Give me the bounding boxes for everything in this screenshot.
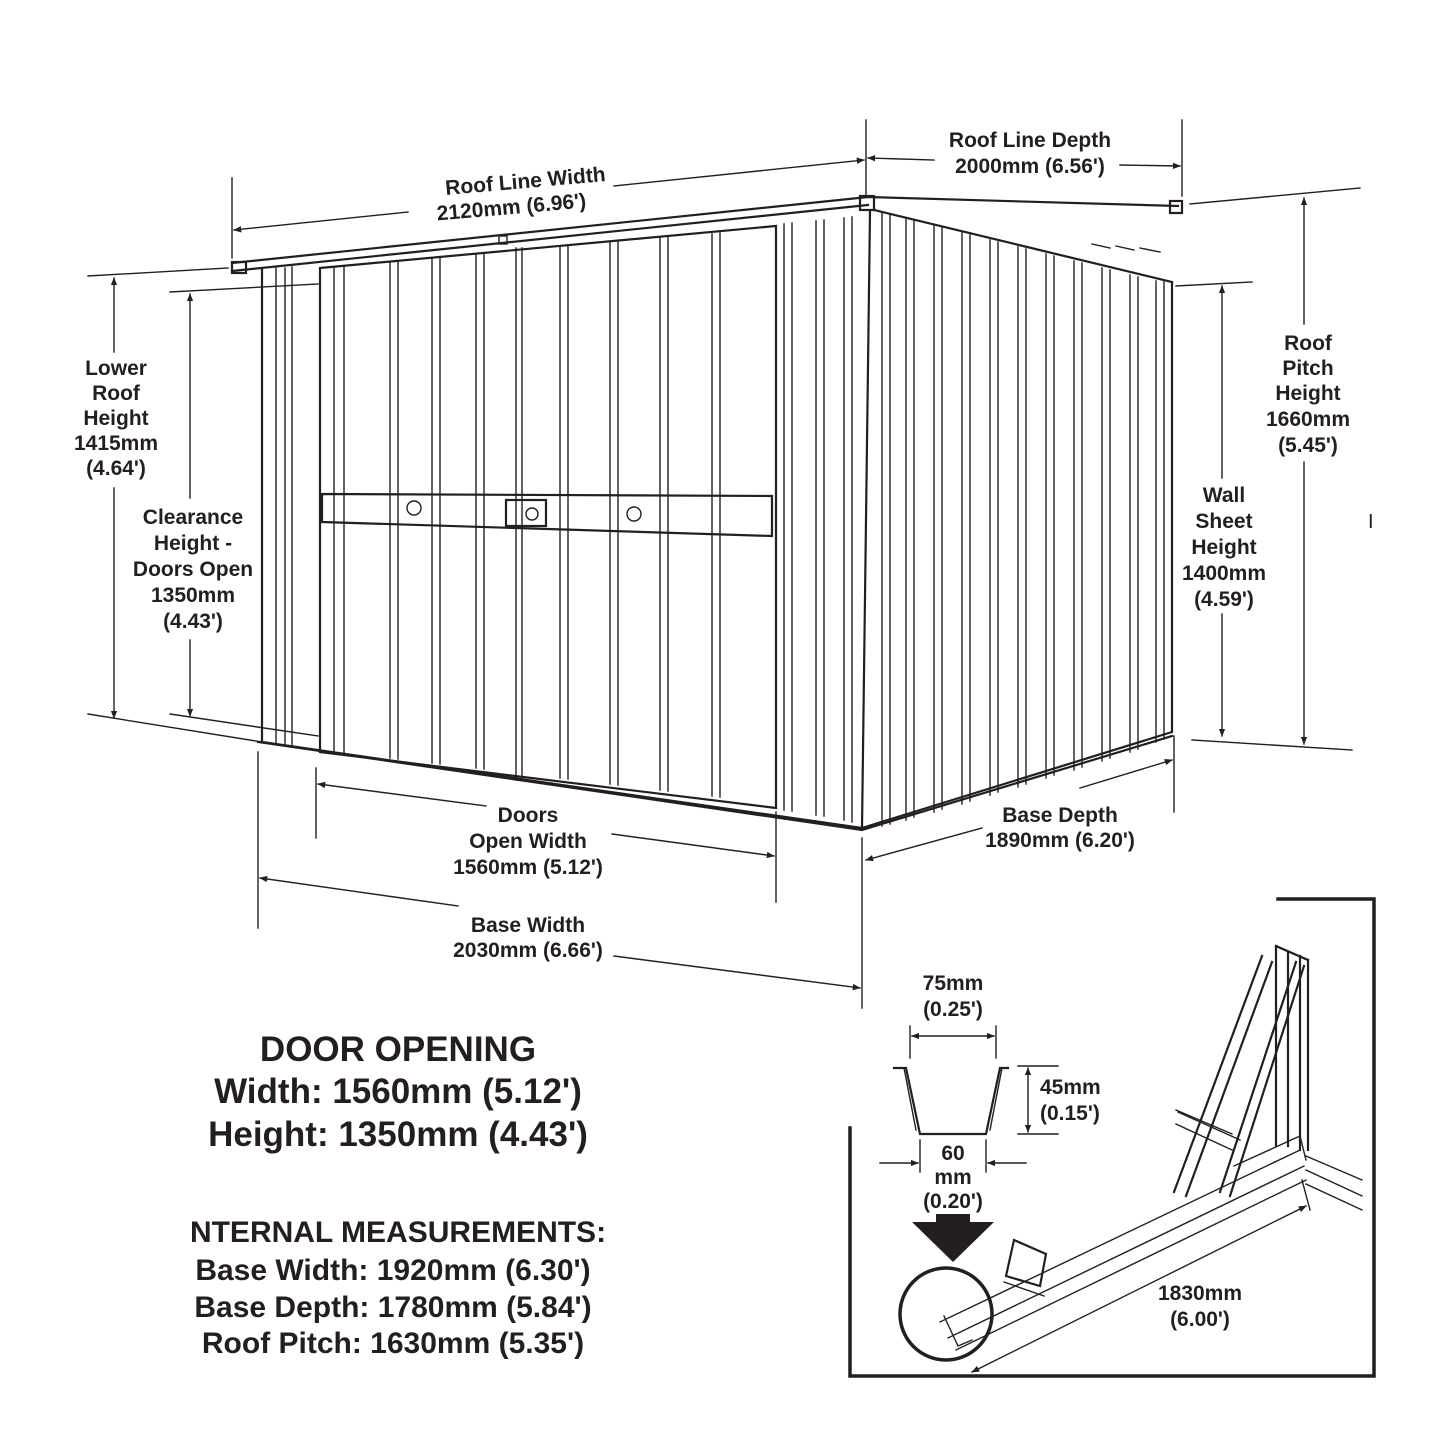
svg-text:Wall: Wall	[1202, 484, 1246, 507]
gutter-length-ft: (6.00')	[1170, 1308, 1230, 1331]
internal-base-width: Base Width: 1920mm (6.30')	[195, 1254, 591, 1287]
gutter-top-width-value: 75mm	[922, 972, 984, 995]
internal-measurements-block	[190, 1216, 606, 1360]
svg-text:Roof: Roof	[1284, 332, 1332, 355]
gutter-detail-panel	[850, 899, 1374, 1376]
svg-text:(4.43'): (4.43')	[163, 610, 223, 633]
gutter-bottom-width-unit: mm	[934, 1166, 972, 1189]
svg-text:Height: Height	[1275, 382, 1341, 405]
svg-text:1350mm: 1350mm	[150, 584, 236, 607]
svg-text:Roof: Roof	[92, 382, 140, 405]
internal-title: NTERNAL MEASUREMENTS:	[189, 1216, 607, 1249]
wall-sheet-height-label	[1182, 484, 1266, 611]
svg-text:Clearance: Clearance	[142, 506, 244, 529]
svg-text:Pitch: Pitch	[1282, 357, 1334, 380]
gutter-depth-value: 45mm	[1040, 1076, 1101, 1099]
gutter-bottom-width-num: 60	[941, 1142, 965, 1165]
dimension-lines	[88, 120, 1360, 1008]
gutter-length-value: 1830mm	[1157, 1282, 1243, 1305]
svg-text:1660mm: 1660mm	[1265, 408, 1351, 431]
svg-text:(4.64'): (4.64')	[86, 457, 146, 480]
svg-text:1415mm: 1415mm	[73, 432, 159, 455]
detail-circle	[900, 1268, 992, 1360]
roof-line-width-label: Roof Line Width	[444, 163, 607, 200]
roof-line-depth-label: Roof Line Depth	[948, 129, 1112, 152]
door-frame	[318, 228, 778, 800]
lower-roof-height-label	[74, 357, 158, 480]
base-depth-label: Base Depth	[1002, 804, 1118, 827]
gutter-depth-ft: (0.15')	[1040, 1102, 1100, 1125]
svg-text:Doors: Doors	[497, 804, 559, 827]
base-width-label: Base Width	[470, 914, 586, 937]
svg-text:(5.45'): (5.45')	[1278, 434, 1338, 457]
down-arrow-icon	[912, 1214, 994, 1262]
svg-text:Lower: Lower	[85, 357, 147, 380]
roof-pitch-height-label	[1266, 332, 1350, 457]
gutter-bottom-width-ft: (0.20')	[923, 1190, 983, 1213]
svg-text:Open Width: Open Width	[469, 830, 587, 853]
door-opening-height: Height: 1350mm (4.43')	[208, 1115, 588, 1154]
svg-text:1400mm: 1400mm	[1181, 562, 1267, 585]
stray-mark: I	[1368, 511, 1374, 533]
roof-line-width-value: 2120mm (6.96')	[435, 189, 588, 226]
svg-text:Height: Height	[83, 407, 149, 430]
gutter-top-width-ft: (0.25')	[923, 998, 983, 1021]
base-width-value: 2030mm (6.66')	[453, 939, 603, 962]
svg-text:1560mm (5.12'): 1560mm (5.12')	[453, 856, 603, 879]
base-depth-value: 1890mm (6.20')	[985, 829, 1135, 852]
roof-line-depth-value: 2000mm (6.56')	[955, 155, 1105, 178]
shed-illustration	[232, 196, 1182, 830]
internal-base-depth: Base Depth: 1780mm (5.84')	[194, 1291, 592, 1324]
dimension-labels	[74, 129, 1374, 962]
svg-text:(4.59'): (4.59')	[1194, 588, 1254, 611]
internal-roof-pitch: Roof Pitch: 1630mm (5.35')	[201, 1327, 585, 1360]
door-opening-title: DOOR OPENING	[259, 1030, 537, 1069]
svg-text:Height: Height	[1191, 536, 1257, 559]
door-opening-width: Width: 1560mm (5.12')	[214, 1072, 582, 1111]
doors-open-width-label	[453, 804, 603, 879]
clearance-height-label	[133, 506, 253, 633]
svg-text:Sheet: Sheet	[1195, 510, 1253, 533]
svg-text:Doors Open: Doors Open	[132, 558, 254, 581]
door-opening-block	[208, 1030, 588, 1154]
svg-text:Height -: Height -	[153, 532, 233, 555]
